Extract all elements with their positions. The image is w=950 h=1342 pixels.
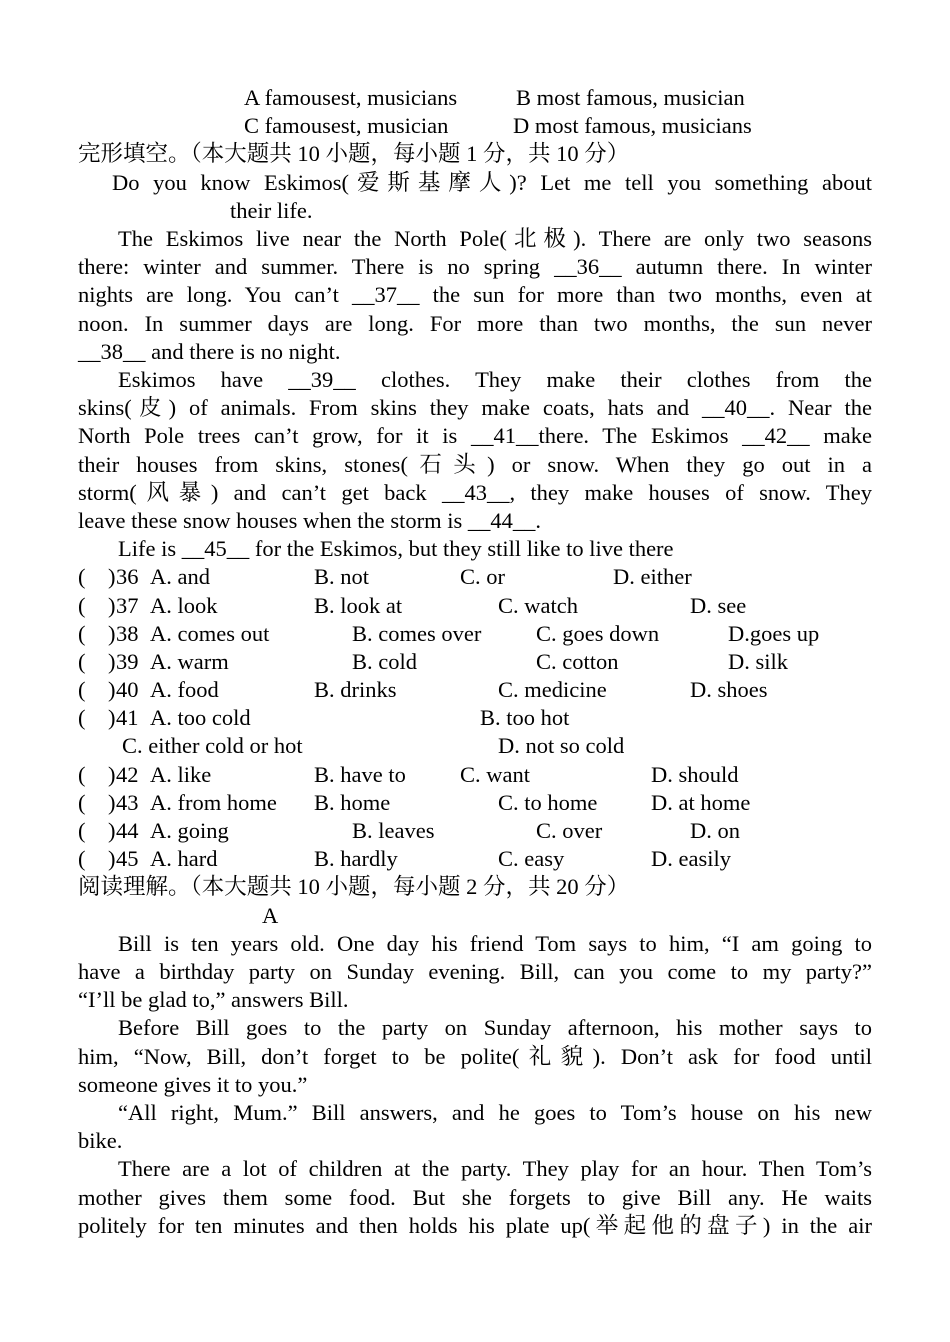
paragraph-line: Before Bill goes to the party on Sunday afternoon, his mother says to [118,1015,872,1041]
paragraph-line: “All right, Mum.” Bill answers, and he goes to Tom’s house on his new [118,1100,872,1126]
paragraph-line: skins(皮) of animals. From skins they make coats, hats and __40__. Near the [78,395,872,421]
option-d: D.goes up [728,620,820,646]
answer-bracket[interactable]: ( ) [78,648,116,674]
option-d: D. see [690,592,747,618]
option-a: A. look [150,592,218,618]
section-heading-reading [78,873,872,901]
option-d: D. not so cold [498,733,625,759]
option-a: A. going [150,818,229,844]
reading-paragraph-3 [78,1099,872,1155]
option-c: C. medicine [498,677,607,703]
option-b: B. look at [314,592,403,618]
option-b: B. home [314,789,391,815]
option-b: B. not [314,564,370,590]
paragraph-line: mother gives them some food. But she forgets to give Bill any. He waits [78,1184,872,1210]
question-row-41 [78,704,872,732]
prev-options-line-2 [78,112,872,140]
option-c: C. over [536,818,603,844]
answer-bracket[interactable]: ( ) [78,789,116,815]
paragraph-line: politely for ten minutes and then holds his plate up(举起他的盘子) in the air [78,1212,872,1238]
question-row-44 [78,817,872,845]
option-c: C. to home [498,789,598,815]
cloze-intro: Do you know Eskimos(爱斯基摩人)? Let me tell you something about [112,169,872,195]
option-a: A. hard [150,846,218,872]
answer-bracket[interactable]: ( ) [78,818,116,844]
option-d: D. shoes [690,677,768,703]
question-number: 39 [116,648,139,674]
option-b: B. comes over [352,620,482,646]
option-a: A. warm [150,648,229,674]
paragraph-line: have a birthday party on Sunday evening. Bill, can you come to my party?” [78,959,872,984]
question-number: 45 [116,846,139,872]
answer-bracket[interactable]: ( ) [78,620,116,646]
paragraph-line: North Pole trees can’t grow, for it is __41__there. The Eskimos __42__ make [78,423,872,449]
paragraph-line: someone gives it to you.” [78,1071,308,1097]
question-number: 43 [116,789,139,815]
option-a: A. food [150,677,219,703]
option-d: D. either [613,564,692,590]
paragraph-line: There are a lot of children at the party. They play for an hour. Then Tom’s [118,1156,872,1182]
answer-bracket[interactable]: ( ) [78,677,116,703]
question-row-40 [78,676,872,704]
option-a: A. and [150,564,210,590]
question-number: 38 [116,620,139,646]
option-d: D. at home [651,789,751,815]
reading-paragraph-1 [78,930,872,1015]
question-row-38 [78,620,872,648]
paragraph-line: Eskimos have __39__ clothes. They make their clothes from the [118,366,872,392]
option-b: B. leaves [352,818,435,844]
question-number: 41 [116,705,139,731]
option-c: C. watch [498,592,578,618]
question-row-41-cont [78,732,872,760]
option-d: D. should [651,761,739,787]
paragraph-line: noon. In summer days are long. For more than two months, the sun never [78,310,872,336]
paragraph-line: him, “Now, Bill, don’t forget to be polite(礼貌). Don’t ask for food until [78,1043,872,1069]
question-number: 44 [116,818,139,844]
reading-paragraph-2 [78,1014,872,1099]
section-heading-cloze [78,140,872,168]
question-row-36 [78,563,872,591]
question-row-39 [78,648,872,676]
passage-label-a: A [262,902,279,928]
paragraph-line: Bill is ten years old. One day his friend Tom says to him, “I am going to [118,930,872,956]
reading-paragraph-4 [78,1155,872,1240]
option-a: A. comes out [150,620,270,646]
option-d: D. easily [651,846,731,872]
section-heading-text: 阅读理解。（本大题共 10 小题，每小题 2 分，共 20 分） [78,874,630,900]
option-d: D most famous, musicians [513,113,752,139]
paragraph-line: bike. [78,1128,123,1154]
option-b: B. cold [352,648,417,674]
question-number: 36 [116,564,139,590]
question-row-43 [78,789,872,817]
option-c: C. or [460,564,505,590]
answer-bracket[interactable]: ( ) [78,564,116,590]
question-row-45 [78,845,872,873]
option-a: A. from home [150,789,277,815]
option-c: C. easy [498,846,565,872]
cloze-paragraph-2 [78,366,872,535]
paragraph-line: nights are long. You can’t __37__ the sun for more than two months, even at [78,282,872,308]
option-b: B. have to [314,761,406,787]
paragraph-line: __38__ and there is no night. [78,338,341,364]
answer-bracket[interactable]: ( ) [78,592,116,618]
question-row-37 [78,592,872,620]
option-d: D. silk [728,648,789,674]
paragraph-line: their houses from skins, stones(石头) or snow. When they go out in a [78,451,872,477]
cloze-intro-cont: their life. [230,197,313,223]
question-row-42 [78,761,872,789]
question-number: 42 [116,761,139,787]
paragraph-line: storm(风暴) and can’t get back __43__, they make houses of snow. They [78,479,872,505]
option-a: A. like [150,761,212,787]
cloze-paragraph-1 [78,225,872,366]
exam-page [78,84,872,1240]
question-number: 40 [116,677,139,703]
option-b: B. hardly [314,846,398,872]
cloze-paragraph-3: Life is __45__ for the Eskimos, but they still like to live there [118,536,674,562]
option-c: C. want [460,761,530,787]
answer-bracket[interactable]: ( ) [78,761,116,787]
option-c: C. goes down [536,620,660,646]
answer-bracket[interactable]: ( ) [78,846,116,872]
option-a: A. too cold [150,705,251,731]
option-b: B. drinks [314,677,397,703]
section-heading-text: 完形填空。（本大题共 10 小题，每小题 1 分，共 10 分） [78,141,630,167]
answer-bracket[interactable]: ( ) [78,705,116,731]
option-c: C. cotton [536,648,619,674]
paragraph-line: leave these snow houses when the storm is __44__. [78,507,542,533]
option-b: B. too hot [480,705,570,731]
option-c: C. either cold or hot [122,733,303,759]
paragraph-line: there: winter and summer. There is no spring __36__ autumn there. In winter [78,254,872,280]
prev-options-line-1 [78,84,872,112]
option-d: D. on [690,818,740,844]
option-c: C famousest, musician [244,113,449,139]
option-a: A famousest, musicians [244,85,458,110]
paragraph-line: “I’ll be glad to,” answers Bill. [78,987,349,1013]
paragraph-line: The Eskimos live near the North Pole(北极). There are only two seasons [118,225,872,251]
question-number: 37 [116,592,139,618]
option-b: B most famous, musician [516,85,745,110]
